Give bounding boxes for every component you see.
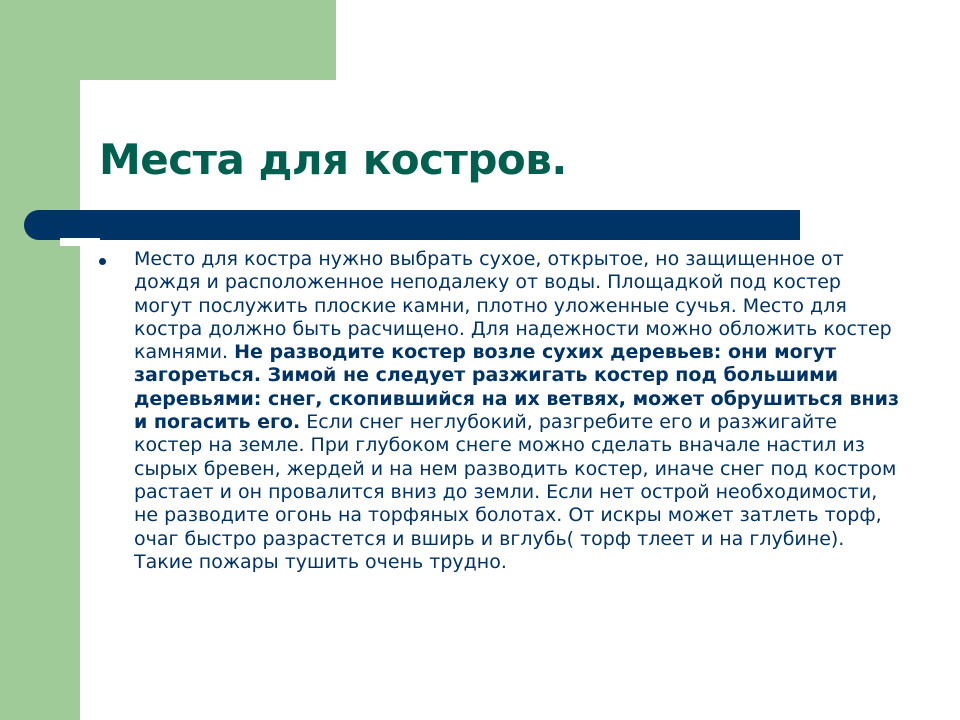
- bullet-text-regular-2: Если снег неглубокий, разгребите его и разжигайте костер на земле. При глубоком снеге можно сделать вначале настил из сырых бревен, жердей и на нем разводить костер, иначе снег под костром растает и он провалится вниз до земли. Если нет острой необходимости, не разводите огонь на торфяных болотах. От искры может затлеть торф, очаг быстро разрастется и вширь и вглубь( торф тлеет и на глубине). Такие пожары тушить очень трудно.: [134, 411, 897, 573]
- bullet-text: [134, 248, 904, 574]
- bullet-text-bold: Не разводите костер возле сухих деревьев: они могут загореться. Зимой не следует разжигать костер под большими деревьями: снег, скопившийся на их ветвях, может обрушиться вниз и погасить его.: [134, 341, 899, 434]
- bullet-text-regular-1: Место для костра нужно выбрать сухое, открытое, но защищенное от дождя и расположенное неподалеку от воды. Площадкой под костер могут послужить плоские камни, плотно уложенные сучья. Место для костра должно быть расчищено. Для надежности можно обложить костер камнями.: [134, 248, 892, 364]
- side-decoration-band: [0, 0, 80, 720]
- slide-title: Места для костров.: [99, 135, 567, 184]
- bar-notch-decoration: [60, 238, 100, 246]
- bullet-icon: [99, 258, 106, 265]
- top-decoration-band: [0, 0, 336, 80]
- title-underline-bar: [24, 210, 800, 240]
